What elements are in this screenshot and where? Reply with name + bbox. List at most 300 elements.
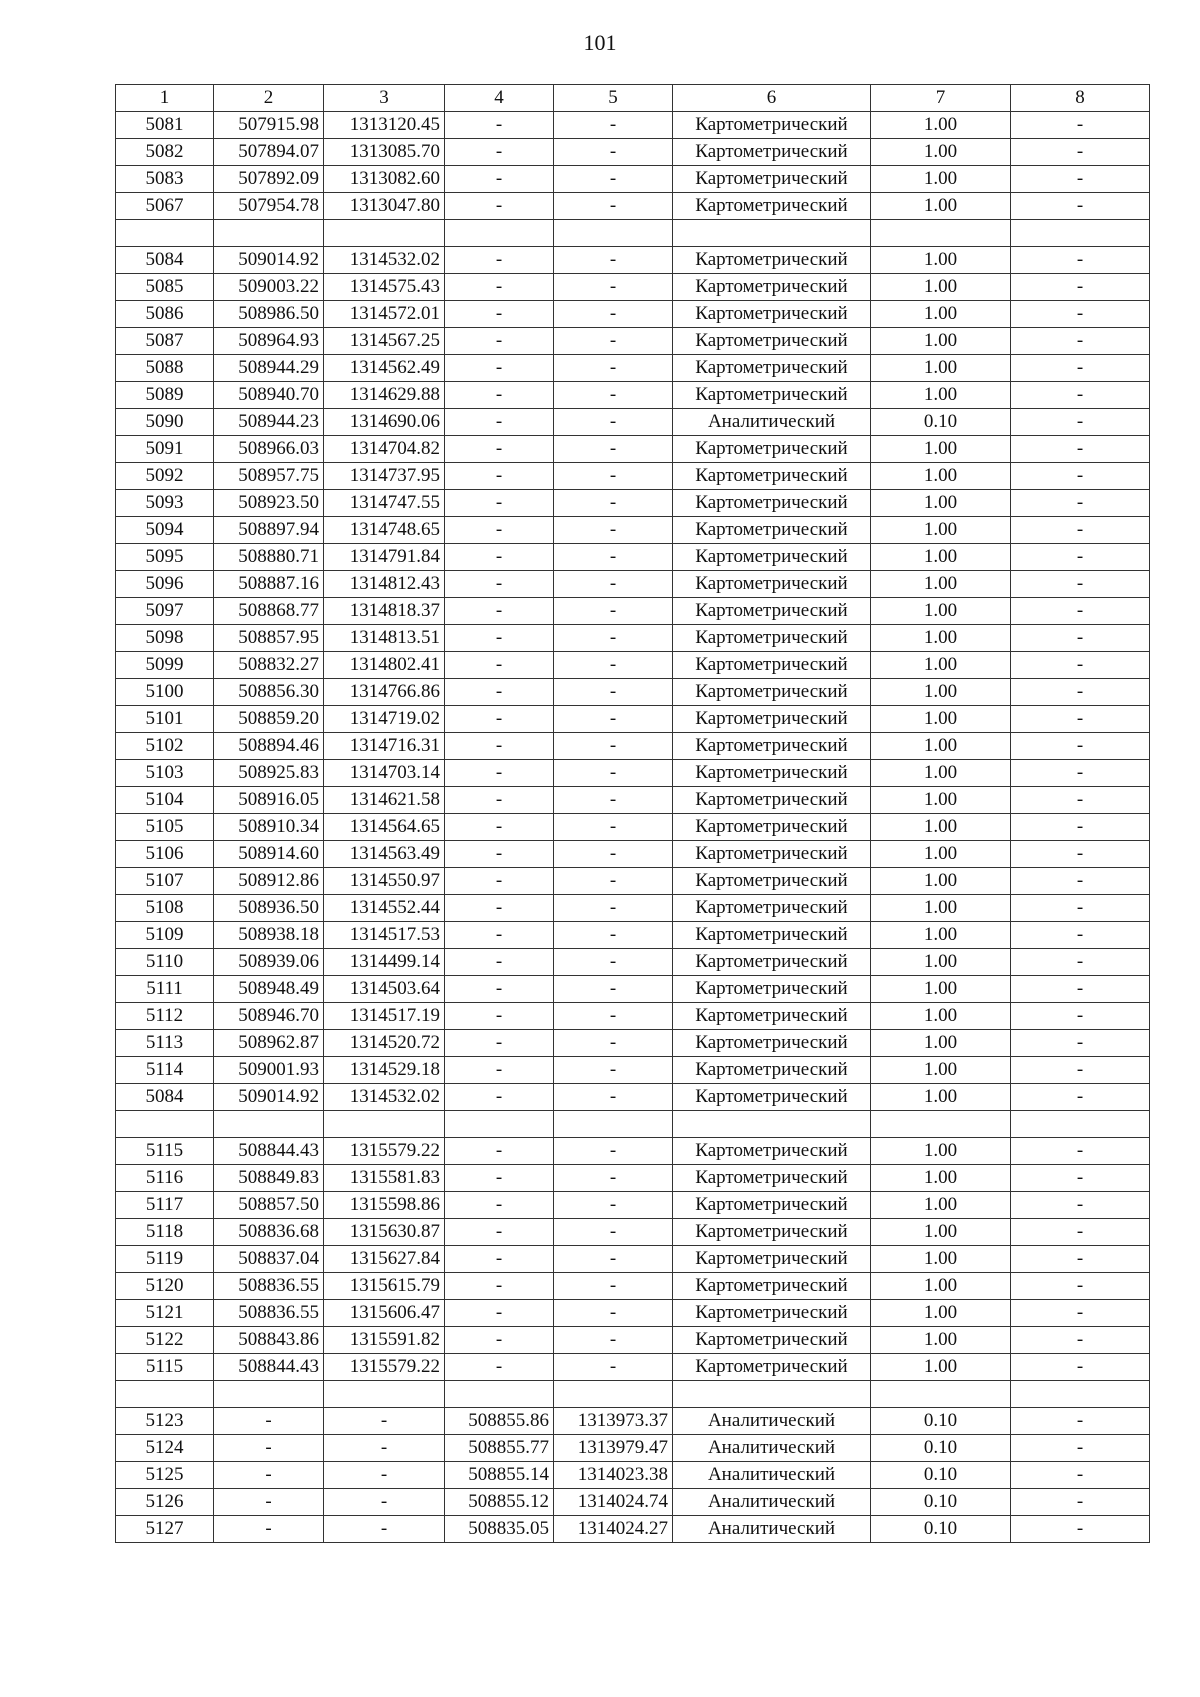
table-cell: Картометрический	[673, 651, 871, 678]
table-row	[116, 1515, 1150, 1542]
table-cell: -	[1011, 975, 1150, 1002]
table-cell: -	[1011, 543, 1150, 570]
table-cell: Картометрический	[673, 246, 871, 273]
table-cell: -	[554, 786, 673, 813]
table-cell	[554, 1110, 673, 1137]
table-cell: 5084	[116, 246, 214, 273]
table-cell: -	[1011, 705, 1150, 732]
table-cell: -	[324, 1515, 445, 1542]
table-cell: 5091	[116, 435, 214, 462]
table-cell: Картометрический	[673, 112, 871, 139]
table-cell: 0.10	[871, 1407, 1011, 1434]
table-cell: 1.00	[871, 300, 1011, 327]
table-cell: Аналитический	[673, 1434, 871, 1461]
table-cell: 1.00	[871, 489, 1011, 516]
table-cell: -	[445, 840, 554, 867]
table-cell: -	[554, 597, 673, 624]
table-row	[116, 462, 1150, 489]
table-row	[116, 1461, 1150, 1488]
table-row	[116, 220, 1150, 247]
table-cell: -	[214, 1461, 324, 1488]
table-cell: Картометрический	[673, 813, 871, 840]
table-cell: -	[445, 408, 554, 435]
table-cell: -	[554, 1299, 673, 1326]
table-row	[116, 1434, 1150, 1461]
table-cell: 508836.55	[214, 1299, 324, 1326]
table-cell: 5108	[116, 894, 214, 921]
table-cell: 1.00	[871, 246, 1011, 273]
table-cell: 1.00	[871, 597, 1011, 624]
table-cell: 5103	[116, 759, 214, 786]
table-cell: 509014.92	[214, 1083, 324, 1110]
table-cell: 0.10	[871, 1434, 1011, 1461]
table-row	[116, 1380, 1150, 1407]
table-cell: 508855.12	[445, 1488, 554, 1515]
table-cell: -	[445, 705, 554, 732]
table-cell: -	[554, 948, 673, 975]
table-row	[116, 921, 1150, 948]
table-row	[116, 1326, 1150, 1353]
table-cell: 508944.23	[214, 408, 324, 435]
table-cell	[445, 1380, 554, 1407]
table-cell: Картометрический	[673, 166, 871, 193]
table-cell: 5090	[116, 408, 214, 435]
table-cell: 5094	[116, 516, 214, 543]
table-cell: 508859.20	[214, 705, 324, 732]
table-cell: 1314567.25	[324, 327, 445, 354]
table-cell: 5124	[116, 1434, 214, 1461]
table-row	[116, 112, 1150, 139]
table-cell	[116, 220, 214, 247]
table-cell: 5088	[116, 354, 214, 381]
table-cell: 5114	[116, 1056, 214, 1083]
table-cell: -	[554, 651, 673, 678]
table-cell: 1314766.86	[324, 678, 445, 705]
table-cell: -	[554, 543, 673, 570]
table-row	[116, 1299, 1150, 1326]
table-cell: 1.00	[871, 1029, 1011, 1056]
table-row	[116, 732, 1150, 759]
table-cell	[324, 1110, 445, 1137]
table-cell: Картометрический	[673, 759, 871, 786]
table-row	[116, 1002, 1150, 1029]
table-cell: 1.00	[871, 651, 1011, 678]
table-cell: Картометрический	[673, 1137, 871, 1164]
table-cell: -	[554, 1272, 673, 1299]
table-cell: -	[554, 975, 673, 1002]
table-cell: -	[324, 1461, 445, 1488]
table-cell: -	[1011, 166, 1150, 193]
table-cell: Картометрический	[673, 273, 871, 300]
table-cell: 1.00	[871, 1326, 1011, 1353]
table-cell: 0.10	[871, 408, 1011, 435]
table-cell: -	[554, 462, 673, 489]
table-cell: 5106	[116, 840, 214, 867]
table-cell: Картометрический	[673, 597, 871, 624]
table-cell: 5098	[116, 624, 214, 651]
table-cell: Картометрический	[673, 786, 871, 813]
table-cell: -	[1011, 1515, 1150, 1542]
table-cell: 507915.98	[214, 112, 324, 139]
table-cell: -	[554, 1029, 673, 1056]
table-cell: -	[1011, 246, 1150, 273]
table-cell: -	[1011, 193, 1150, 220]
table-cell: 1314813.51	[324, 624, 445, 651]
table-cell: -	[554, 1083, 673, 1110]
table-cell: 508948.49	[214, 975, 324, 1002]
column-header: 3	[324, 85, 445, 112]
table-cell: -	[1011, 651, 1150, 678]
table-cell: -	[1011, 273, 1150, 300]
table-cell	[871, 1110, 1011, 1137]
table-cell: 508925.83	[214, 759, 324, 786]
table-cell: 0.10	[871, 1461, 1011, 1488]
table-row	[116, 354, 1150, 381]
table-cell: 508887.16	[214, 570, 324, 597]
table-cell: -	[1011, 570, 1150, 597]
table-cell: -	[554, 166, 673, 193]
table-cell: -	[1011, 1272, 1150, 1299]
table-cell: -	[554, 1218, 673, 1245]
table-cell: 5125	[116, 1461, 214, 1488]
table-cell: 508856.30	[214, 678, 324, 705]
table-cell	[324, 1380, 445, 1407]
table-cell: -	[1011, 327, 1150, 354]
table-row	[116, 597, 1150, 624]
table-cell: 1314532.02	[324, 1083, 445, 1110]
table-cell	[1011, 1110, 1150, 1137]
table-cell: 1.00	[871, 975, 1011, 1002]
table-cell: -	[554, 813, 673, 840]
table-cell: -	[1011, 1488, 1150, 1515]
table-cell: 5086	[116, 300, 214, 327]
table-cell: 1314629.88	[324, 381, 445, 408]
table-cell: 1.00	[871, 1272, 1011, 1299]
table-cell: 1314503.64	[324, 975, 445, 1002]
table-cell: -	[554, 193, 673, 220]
table-cell: -	[445, 1164, 554, 1191]
table-cell: -	[445, 732, 554, 759]
table-cell: Картометрический	[673, 1191, 871, 1218]
table-row	[116, 1110, 1150, 1137]
table-cell: 5115	[116, 1137, 214, 1164]
table-cell: 1315598.86	[324, 1191, 445, 1218]
table-cell: -	[445, 381, 554, 408]
table-cell: 508897.94	[214, 516, 324, 543]
table-cell: 1.00	[871, 732, 1011, 759]
table-cell: 5111	[116, 975, 214, 1002]
table-cell: 1313979.47	[554, 1434, 673, 1461]
table-cell: 1314552.44	[324, 894, 445, 921]
table-row	[116, 193, 1150, 220]
table-cell: -	[445, 786, 554, 813]
table-cell: -	[554, 570, 673, 597]
table-cell: 508837.04	[214, 1245, 324, 1272]
table-cell: 1314704.82	[324, 435, 445, 462]
table-cell: -	[445, 1002, 554, 1029]
table-cell: 1.00	[871, 705, 1011, 732]
coordinates-table	[115, 84, 1150, 1543]
table-cell: -	[554, 435, 673, 462]
table-cell: Картометрический	[673, 1164, 871, 1191]
table-cell: 1314575.43	[324, 273, 445, 300]
table-cell: 1.00	[871, 1056, 1011, 1083]
table-row	[116, 624, 1150, 651]
column-header: 8	[1011, 85, 1150, 112]
table-cell: -	[554, 1137, 673, 1164]
table-cell: 1315581.83	[324, 1164, 445, 1191]
table-cell: 1314562.49	[324, 354, 445, 381]
table-row	[116, 1164, 1150, 1191]
table-cell: 1314802.41	[324, 651, 445, 678]
table-cell: -	[1011, 1434, 1150, 1461]
table-cell: 508857.50	[214, 1191, 324, 1218]
table-cell: 5127	[116, 1515, 214, 1542]
table-cell: 5118	[116, 1218, 214, 1245]
table-cell: 1314529.18	[324, 1056, 445, 1083]
table-cell: -	[445, 1272, 554, 1299]
table-cell: -	[1011, 489, 1150, 516]
table-cell	[214, 1380, 324, 1407]
table-cell: -	[1011, 759, 1150, 786]
table-row	[116, 381, 1150, 408]
table-cell: -	[445, 1326, 554, 1353]
table-cell: -	[554, 759, 673, 786]
table-cell: 1.00	[871, 381, 1011, 408]
table-row	[116, 300, 1150, 327]
table-cell: 1.00	[871, 1353, 1011, 1380]
table-cell: Картометрический	[673, 1218, 871, 1245]
table-cell: -	[445, 1029, 554, 1056]
table-cell: -	[1011, 678, 1150, 705]
table-cell	[116, 1110, 214, 1137]
table-cell: 1.00	[871, 570, 1011, 597]
table-row	[116, 867, 1150, 894]
table-cell: Картометрический	[673, 570, 871, 597]
table-cell: -	[554, 516, 673, 543]
table-cell: 1314024.27	[554, 1515, 673, 1542]
table-cell: 1314563.49	[324, 840, 445, 867]
table-cell: -	[1011, 1164, 1150, 1191]
table-cell: -	[554, 327, 673, 354]
table-cell: 508832.27	[214, 651, 324, 678]
table-cell: -	[1011, 867, 1150, 894]
table-cell: 508868.77	[214, 597, 324, 624]
table-cell: -	[445, 570, 554, 597]
table-cell: 1314023.38	[554, 1461, 673, 1488]
table-cell: Аналитический	[673, 1515, 871, 1542]
table-cell	[871, 220, 1011, 247]
table-cell: -	[1011, 1461, 1150, 1488]
table-cell: Картометрический	[673, 1056, 871, 1083]
table-cell: Картометрический	[673, 678, 871, 705]
table-cell: -	[445, 678, 554, 705]
table-cell: 1.00	[871, 813, 1011, 840]
table-cell: 0.10	[871, 1488, 1011, 1515]
table-cell: 1314499.14	[324, 948, 445, 975]
table-cell: 508835.05	[445, 1515, 554, 1542]
table-cell: 1.00	[871, 516, 1011, 543]
table-cell: -	[1011, 1056, 1150, 1083]
table-cell: -	[1011, 813, 1150, 840]
table-cell: 508880.71	[214, 543, 324, 570]
table-row	[116, 1353, 1150, 1380]
table-cell	[673, 220, 871, 247]
table-row	[116, 678, 1150, 705]
table-cell: Картометрический	[673, 1326, 871, 1353]
table-cell	[445, 1110, 554, 1137]
table-row	[116, 273, 1150, 300]
table-cell: 1314812.43	[324, 570, 445, 597]
table-cell: 1.00	[871, 1164, 1011, 1191]
table-cell: 1314748.65	[324, 516, 445, 543]
table-cell: -	[1011, 624, 1150, 651]
table-header-row	[116, 85, 1150, 112]
table-cell: 1314747.55	[324, 489, 445, 516]
table-row	[116, 1407, 1150, 1434]
table-cell	[673, 1110, 871, 1137]
table-cell: -	[445, 1299, 554, 1326]
table-cell	[116, 1380, 214, 1407]
table-row	[116, 948, 1150, 975]
table-cell: -	[445, 273, 554, 300]
table-cell: 5097	[116, 597, 214, 624]
table-cell: -	[445, 1245, 554, 1272]
table-cell: 5081	[116, 112, 214, 139]
table-row	[116, 1029, 1150, 1056]
table-cell: 1.00	[871, 786, 1011, 813]
table-cell: 5116	[116, 1164, 214, 1191]
table-cell: -	[445, 651, 554, 678]
table-row	[116, 1272, 1150, 1299]
table-cell: 1314532.02	[324, 246, 445, 273]
table-cell: 1.00	[871, 1002, 1011, 1029]
table-row	[116, 139, 1150, 166]
table-cell: Картометрический	[673, 732, 871, 759]
table-cell: -	[1011, 1218, 1150, 1245]
table-cell: 1314572.01	[324, 300, 445, 327]
table-cell: 5117	[116, 1191, 214, 1218]
table-cell: 1.00	[871, 1191, 1011, 1218]
table-cell: 1313120.45	[324, 112, 445, 139]
table-row	[116, 1488, 1150, 1515]
table-cell: 508849.83	[214, 1164, 324, 1191]
table-row	[116, 166, 1150, 193]
table-cell: -	[554, 678, 673, 705]
table-cell: Аналитический	[673, 408, 871, 435]
table-cell: -	[1011, 1353, 1150, 1380]
table-row	[116, 705, 1150, 732]
table-cell: -	[554, 867, 673, 894]
table-cell: -	[554, 705, 673, 732]
table-cell: -	[1011, 462, 1150, 489]
table-cell: -	[445, 462, 554, 489]
table-cell: 508912.86	[214, 867, 324, 894]
table-row	[116, 435, 1150, 462]
table-cell: 5107	[116, 867, 214, 894]
table-cell: -	[445, 300, 554, 327]
table-cell: Картометрический	[673, 193, 871, 220]
table-cell: -	[554, 1245, 673, 1272]
table-cell: 1314517.19	[324, 1002, 445, 1029]
table-cell: 508914.60	[214, 840, 324, 867]
table-cell: 1315630.87	[324, 1218, 445, 1245]
table-cell: -	[554, 139, 673, 166]
table-cell: -	[1011, 1326, 1150, 1353]
table-cell: 508844.43	[214, 1137, 324, 1164]
table-cell: 1.00	[871, 112, 1011, 139]
table-cell: -	[1011, 597, 1150, 624]
table-cell: 1313085.70	[324, 139, 445, 166]
table-cell: 1.00	[871, 1083, 1011, 1110]
table-cell: 508939.06	[214, 948, 324, 975]
table-cell: -	[445, 948, 554, 975]
table-cell: 1314564.65	[324, 813, 445, 840]
table-cell: 1315627.84	[324, 1245, 445, 1272]
table-cell: 5067	[116, 193, 214, 220]
table-cell: 5096	[116, 570, 214, 597]
column-header: 1	[116, 85, 214, 112]
table-cell: 1314703.14	[324, 759, 445, 786]
table-cell: 5093	[116, 489, 214, 516]
table-cell: -	[554, 1002, 673, 1029]
table-cell: Аналитический	[673, 1407, 871, 1434]
table-cell: -	[1011, 948, 1150, 975]
table-row	[116, 1218, 1150, 1245]
table-cell: 1.00	[871, 193, 1011, 220]
table-cell: -	[214, 1434, 324, 1461]
table-cell: 508957.75	[214, 462, 324, 489]
table-cell: -	[324, 1488, 445, 1515]
table-cell: 1.00	[871, 894, 1011, 921]
column-header: 4	[445, 85, 554, 112]
table-cell: Картометрический	[673, 489, 871, 516]
table-cell: -	[445, 246, 554, 273]
table-cell: -	[445, 166, 554, 193]
table-row	[116, 894, 1150, 921]
table-cell: 5099	[116, 651, 214, 678]
table-cell: Картометрический	[673, 921, 871, 948]
table-cell: -	[1011, 112, 1150, 139]
table-cell: -	[445, 975, 554, 1002]
table-cell: Аналитический	[673, 1488, 871, 1515]
table-cell: 5092	[116, 462, 214, 489]
table-cell: 508986.50	[214, 300, 324, 327]
column-header: 2	[214, 85, 324, 112]
table-cell: 1315579.22	[324, 1353, 445, 1380]
table-cell: -	[445, 1218, 554, 1245]
table-cell: Картометрический	[673, 705, 871, 732]
table-cell: Картометрический	[673, 1029, 871, 1056]
table-row	[116, 327, 1150, 354]
table-cell: -	[1011, 786, 1150, 813]
table-cell: 5119	[116, 1245, 214, 1272]
table-cell: -	[554, 354, 673, 381]
table-cell: Картометрический	[673, 327, 871, 354]
table-cell: -	[445, 867, 554, 894]
table-cell	[554, 220, 673, 247]
table-cell: -	[445, 921, 554, 948]
table-cell: 508923.50	[214, 489, 324, 516]
table-cell: 509001.93	[214, 1056, 324, 1083]
table-cell: -	[1011, 381, 1150, 408]
table-cell: 1.00	[871, 543, 1011, 570]
table-cell: 5121	[116, 1299, 214, 1326]
table-row	[116, 975, 1150, 1002]
table-cell: 1.00	[871, 948, 1011, 975]
table-cell: -	[445, 489, 554, 516]
table-cell: Картометрический	[673, 435, 871, 462]
